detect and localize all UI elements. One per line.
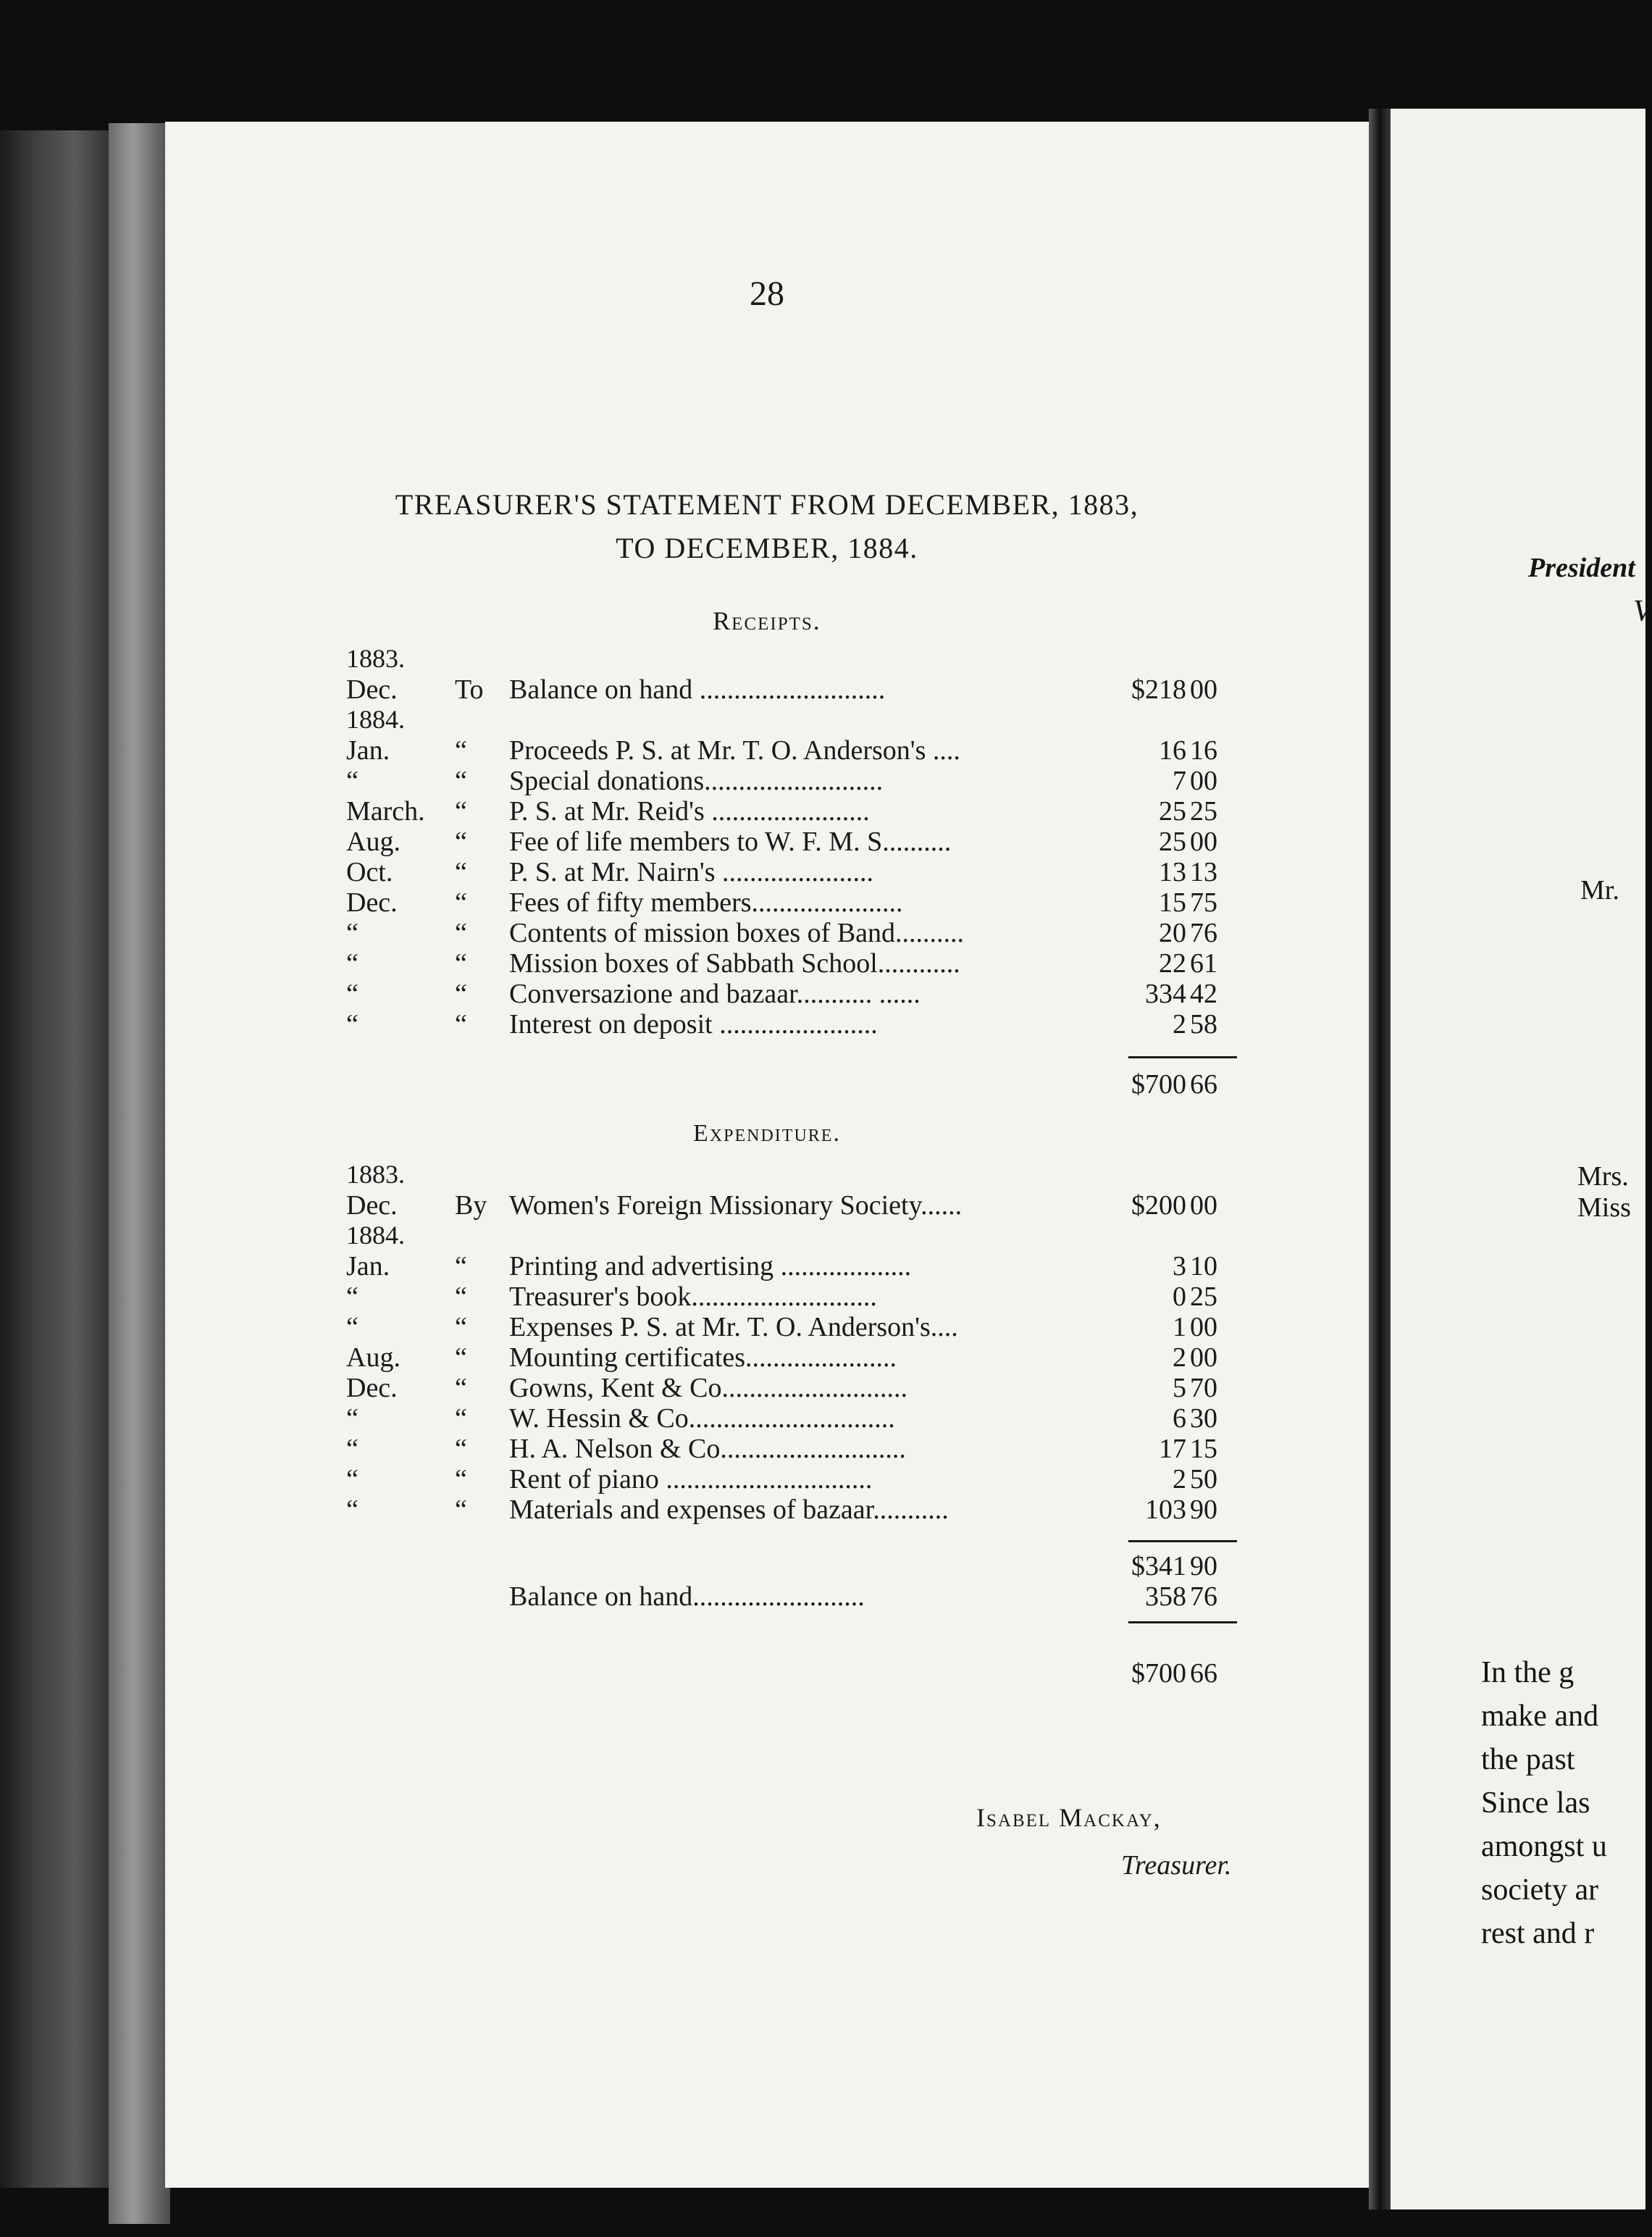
row-description: Women's Foreign Missionary Society...... [509,1190,963,1221]
expenditure-row [346,1189,1433,1220]
row-date: Dec. [346,887,398,918]
expenditure-row [346,1220,1433,1250]
row-prefix: “ [455,1281,467,1312]
expenditure-row [346,1281,1433,1311]
row-dollars: 17 [1159,1434,1186,1464]
statement-title-line2: TO DECEMBER, 1884. [616,532,918,564]
row-cents: 15 [1190,1434,1217,1464]
row-description: P. S. at Mr. Nairn's ...................... [509,857,873,887]
row-date: “ [346,1403,359,1434]
receipt-row [346,978,1433,1008]
row-prefix: “ [455,979,467,1009]
row-dollars: 20 [1159,918,1186,948]
receipt-row [346,735,1433,765]
statement-title-line1: TREASURER'S STATEMENT FROM DECEMBER, 1883, [395,488,1139,521]
facing-page-mr: Mr. [1580,875,1619,906]
row-prefix: “ [455,887,467,918]
expenditure-table [346,1159,1433,1524]
receipt-row [346,1008,1433,1039]
expenditure-total-row [346,1657,1433,1688]
treasurer-title: Treasurer. [1121,1850,1232,1881]
facing-page-line: amongst u [1481,1830,1607,1863]
row-date: “ [346,1434,359,1464]
row-date: “ [346,948,359,979]
row-date: 1883. [346,644,405,673]
row-dollars: 25 [1159,796,1186,827]
expenditure-row [346,1463,1433,1494]
row-cents: 00 [1190,674,1217,705]
row-prefix: “ [455,1494,467,1525]
row-cents: 61 [1190,948,1217,979]
row-cents: 00 [1190,1312,1217,1342]
row-description: Expenses P. S. at Mr. T. O. Anderson's.... [509,1312,958,1342]
facing-page-miss: Miss [1577,1192,1631,1223]
balance-dollars: 358 [1145,1581,1186,1612]
row-date: Oct. [346,857,393,887]
row-description: Contents of mission boxes of Band.......... [509,918,965,948]
row-date: 1884. [346,705,405,734]
row-dollars: 2 [1173,1342,1186,1373]
facing-page-line: Since las [1481,1786,1590,1820]
facing-page-v: V [1633,595,1652,628]
row-description: H. A. Nelson & Co........................... [509,1434,906,1464]
row-cents: 42 [1190,979,1217,1009]
row-cents: 90 [1190,1494,1217,1525]
row-prefix: “ [455,1009,467,1040]
facing-page [1391,109,1652,2209]
expenditure-heading: Expenditure. [693,1120,841,1147]
row-cents: 70 [1190,1373,1217,1403]
receipt-row [346,826,1433,856]
row-cents: 00 [1190,766,1217,796]
row-dollars: 1 [1173,1312,1186,1342]
row-description: Proceeds P. S. at Mr. T. O. Anderson's .... [509,735,960,766]
expenditure-total-dollars: $700 [1131,1658,1186,1689]
page-number: 28 [750,275,784,313]
facing-page-line: the past [1481,1743,1575,1776]
row-date: Dec. [346,1373,398,1403]
row-description: Special donations.......................... [509,766,884,796]
row-prefix: “ [455,857,467,887]
row-dollars: 25 [1159,827,1186,857]
row-cents: 00 [1190,1190,1217,1221]
row-prefix: “ [455,1342,467,1373]
receipt-row [346,704,1433,735]
facing-page-line: rest and r [1481,1917,1595,1950]
facing-page-mrs: Mrs. [1577,1161,1629,1192]
row-date: “ [346,766,359,796]
receipt-row [346,795,1433,826]
row-date: Dec. [346,674,398,705]
row-date: “ [346,979,359,1009]
row-date: Jan. [346,735,390,766]
row-cents: 30 [1190,1403,1217,1434]
row-prefix: “ [455,1312,467,1342]
treasurer-name: Isabel Mackay, [976,1803,1162,1832]
row-dollars: 3 [1173,1251,1186,1281]
row-date: Aug. [346,1342,401,1373]
row-date: 1883. [346,1160,405,1189]
expenditure-subtotal-dollars: $341 [1131,1551,1186,1581]
row-cents: 50 [1190,1464,1217,1494]
row-prefix: “ [455,1373,467,1403]
row-date: “ [346,1494,359,1525]
row-description: Mounting certificates...................... [509,1342,897,1373]
expenditure-row [346,1402,1433,1433]
row-prefix: To [455,674,484,705]
expenditure-total-rule [1128,1621,1237,1623]
receipt-row [346,917,1433,948]
row-description: Interest on deposit ....................... [509,1009,878,1040]
facing-page-line: In the g [1481,1656,1575,1689]
expenditure-subtotal-cents: 90 [1190,1551,1217,1581]
balance-cents: 76 [1190,1581,1217,1612]
row-prefix: “ [455,735,467,766]
expenditure-subtotal-rule [1128,1540,1237,1542]
row-description: Rent of piano .............................. [509,1464,873,1494]
row-cents: 25 [1190,796,1217,827]
row-dollars: $200 [1131,1190,1186,1221]
receipt-row [346,856,1433,887]
expenditure-row [346,1342,1433,1372]
row-dollars: 2 [1173,1009,1186,1040]
row-description: P. S. at Mr. Reid's ....................... [509,796,870,827]
row-date: Dec. [346,1190,398,1221]
receipt-row [346,887,1433,917]
row-dollars: 6 [1173,1403,1186,1434]
row-description: Balance on hand ........................... [509,674,886,705]
row-dollars: 13 [1159,857,1186,887]
row-description: Printing and advertising ................... [509,1251,912,1281]
facing-page-line: society ar [1481,1873,1599,1907]
row-date: “ [346,1281,359,1312]
document-page [165,122,1369,2188]
receipts-total-rule [1128,1056,1237,1058]
row-description: Treasurer's book........................... [509,1281,877,1312]
row-dollars: $218 [1131,674,1186,705]
row-prefix: “ [455,1434,467,1464]
receipt-row [346,948,1433,978]
expenditure-total-cents: 66 [1190,1658,1217,1689]
balance-label: Balance on hand......................... [509,1581,865,1612]
row-prefix: By [455,1190,487,1221]
row-cents: 76 [1190,918,1217,948]
row-cents: 25 [1190,1281,1217,1312]
row-date: 1884. [346,1221,405,1250]
row-description: W. Hessin & Co.............................. [509,1403,895,1434]
expenditure-row [346,1250,1433,1281]
receipt-row [346,643,1433,674]
row-dollars: 22 [1159,948,1186,979]
row-cents: 00 [1190,1342,1217,1373]
row-dollars: 7 [1173,766,1186,796]
row-description: Fee of life members to W. F. M. S.......... [509,827,952,857]
row-dollars: 16 [1159,735,1186,766]
receipts-total-row [346,1069,1433,1099]
row-description: Conversazione and bazaar........... ...... [509,979,921,1009]
receipts-total-dollars: $700 [1131,1069,1186,1100]
row-prefix: “ [455,796,467,827]
facing-page-line: make and [1481,1699,1599,1733]
row-prefix: “ [455,1464,467,1494]
row-date: “ [346,918,359,948]
row-cents: 58 [1190,1009,1217,1040]
expenditure-row [346,1372,1433,1402]
row-date: “ [346,1312,359,1342]
row-description: Materials and expenses of bazaar........... [509,1494,949,1525]
row-prefix: “ [455,827,467,857]
row-dollars: 2 [1173,1464,1186,1494]
facing-page-president: President [1528,553,1635,583]
row-dollars: 334 [1145,979,1186,1009]
row-dollars: 0 [1173,1281,1186,1312]
receipt-row [346,674,1433,704]
row-dollars: 103 [1145,1494,1186,1525]
receipts-table [346,643,1433,1039]
row-date: Aug. [346,827,401,857]
row-description: Mission boxes of Sabbath School............ [509,948,960,979]
row-cents: 00 [1190,827,1217,857]
row-cents: 13 [1190,857,1217,887]
row-description: Fees of fifty members...................... [509,887,903,918]
row-prefix: “ [455,1403,467,1434]
row-cents: 10 [1190,1251,1217,1281]
expenditure-row [346,1433,1433,1463]
receipts-total-cents: 66 [1190,1069,1217,1100]
receipt-row [346,765,1433,795]
row-date: Jan. [346,1251,390,1281]
row-cents: 75 [1190,887,1217,918]
row-dollars: 5 [1173,1373,1186,1403]
expenditure-summary [346,1550,1433,1611]
row-cents: 16 [1190,735,1217,766]
row-prefix: “ [455,766,467,796]
row-date: March. [346,796,425,827]
expenditure-row [346,1159,1433,1189]
row-date: “ [346,1009,359,1040]
expenditure-row [346,1311,1433,1342]
row-prefix: “ [455,918,467,948]
row-description: Gowns, Kent & Co........................... [509,1373,907,1403]
row-dollars: 15 [1159,887,1186,918]
book-page-edges [109,123,170,2224]
receipts-heading: Receipts. [713,606,821,635]
row-date: “ [346,1464,359,1494]
row-prefix: “ [455,948,467,979]
expenditure-row [346,1494,1433,1524]
row-prefix: “ [455,1251,467,1281]
